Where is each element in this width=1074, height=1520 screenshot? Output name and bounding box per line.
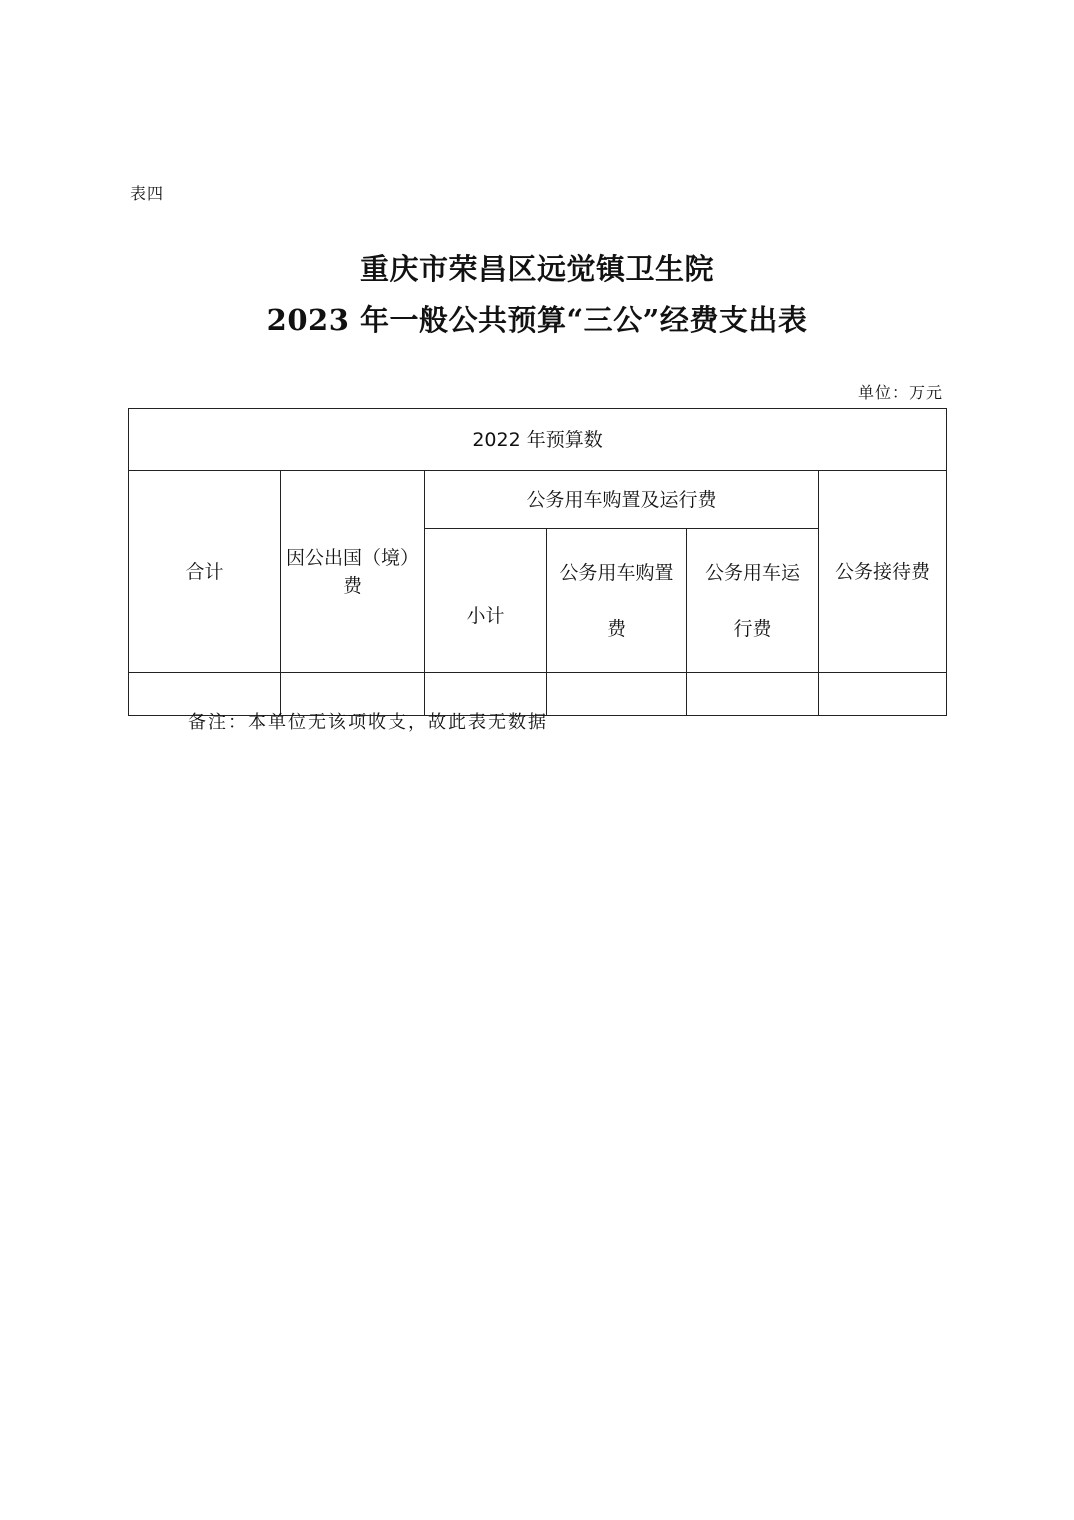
remark-note: 备注：本单位无该项收支，故此表无数据 (188, 712, 548, 733)
header-vehicle-purchase (547, 529, 687, 673)
unit-label: 单位：万元 (857, 383, 943, 402)
header-reception: 公务接待费 (819, 471, 947, 673)
page-title-line1: 重庆市荣昌区远觉镇卫生院 (359, 252, 714, 286)
data-cell-reception (819, 673, 947, 716)
header-vehicle-operation (687, 529, 819, 673)
data-cell-vehicle-purchase (547, 673, 687, 716)
table-number-label: 表四 (130, 184, 165, 203)
table-header-row-1 (129, 471, 947, 529)
three-public-expenses-table (128, 408, 947, 716)
header-vehicle-purchase-line1: 公务用车购置 (559, 561, 674, 584)
header-vehicle-operation-line1: 公务用车运 (704, 561, 800, 584)
year-header-cell: 2022 年预算数 (129, 409, 947, 471)
header-subtotal: 小计 (425, 529, 547, 673)
header-vehicle-operation-line2: 行费 (733, 617, 772, 640)
page-title-line2: 2023 年一般公共预算“三公”经费支出表 (266, 303, 808, 337)
header-vehicle-purchase-line2: 费 (606, 617, 626, 640)
header-total: 合计 (129, 471, 281, 673)
data-cell-vehicle-operation (687, 673, 819, 716)
header-overseas-line1: 因公出国（境） (285, 546, 419, 569)
header-overseas-line2: 费 (342, 574, 362, 597)
table-header-row-year (129, 409, 947, 471)
header-vehicle-group: 公务用车购置及运行费 (425, 471, 819, 529)
header-overseas (281, 471, 425, 673)
